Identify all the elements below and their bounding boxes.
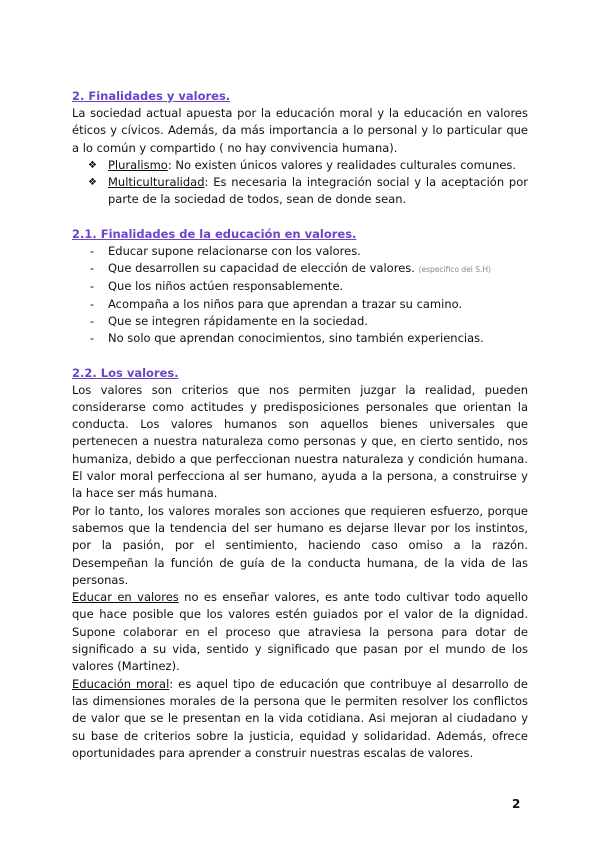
list-item: [88, 313, 528, 330]
list-item: [88, 243, 528, 260]
dash-marker: -: [90, 243, 95, 258]
list-item: [88, 296, 528, 313]
term-multiculturalidad: Multiculturalidad: [108, 175, 205, 190]
list-item-text: Acompaña a los niños para que aprendan a trazar su camino.: [108, 296, 463, 311]
document-page: [72, 88, 528, 762]
paragraph-educacion-moral: [72, 676, 528, 762]
diamond-bullet-icon: ❖: [88, 159, 97, 171]
term-pluralismo: Pluralismo: [108, 157, 168, 172]
list-item-text: Que se integren rápidamente en la sociedad.: [108, 313, 368, 328]
list-item: [88, 278, 528, 295]
list-item-note: (específico del S.H): [418, 265, 491, 275]
section-2-2-heading: 2.2. Los valores.: [72, 365, 179, 380]
dash-marker: -: [90, 279, 95, 294]
bullet-text: : No existen únicos valores y realidades culturales comunes.: [167, 157, 517, 172]
paragraph-text: : es aquel tipo de educación que contribuye al desarrollo de las dimensiones morales de la persona que le permiten resolver los conflictos de valor que se le presentan en la vida cotidiana. Asi mejoran al ciudadano y su base de criterios sobre la justicia, equidad y solidaridad. Además, ofrece oportunidades para aprender a construir nuestras escalas de valores.: [72, 676, 528, 760]
section-2-heading: 2. Finalidades y valores.: [72, 89, 231, 103]
dash-marker: -: [90, 296, 95, 311]
bullet-text: : Es necesaria la integración social y la aceptación por parte de la sociedad de todos, sean de donde sean.: [108, 175, 528, 207]
list-item-text: Que los niños actúen responsablemente.: [108, 279, 344, 294]
paragraph-text: no es enseñar valores, es ante todo cultivar todo aquello que hace posible que los valores estén guiados por el valor de la dignidad. Supone colaborar en el proceso que atraviesa la persona para dotar de significado a su vida, sentido y significado que pasan por el mundo de los valores (Martinez).: [72, 590, 528, 674]
page-number: 2: [512, 797, 521, 811]
list-item-text: Educar supone relacionarse con los valores.: [108, 243, 361, 258]
list-item: [88, 260, 528, 278]
section-2-1-heading: 2.1. Finalidades de la educación en valores.: [72, 226, 357, 241]
section-2-intro: La sociedad actual apuesta por la educación moral y la educación en valores éticos y cívicos. Además, da más importancia a lo personal y lo particular que a lo común y compartido ( no hay convivencia humana).: [72, 106, 528, 155]
dash-marker: -: [90, 261, 95, 276]
dash-marker: -: [90, 313, 95, 328]
term-educacion-moral: Educación moral: [72, 676, 170, 691]
dash-marker: -: [90, 331, 95, 346]
list-item: [88, 330, 528, 347]
list-item-text: Que desarrollen su capacidad de elección de valores.: [108, 261, 415, 276]
section-2-1-list: [72, 243, 528, 348]
term-educar-en-valores: Educar en valores: [72, 590, 179, 605]
list-item-text: No solo que aprendan conocimientos, sino también experiencias.: [108, 331, 484, 346]
section-2-bullets: [72, 157, 528, 209]
bullet-multiculturalidad: [88, 174, 528, 209]
spacer: [72, 348, 528, 365]
spacer: [72, 209, 528, 226]
paragraph-valores-definition: Los valores son criterios que nos permiten juzgar la realidad, pueden considerarse como actitudes y predisposiciones personales que orientan la conducta. Los valores humanos son aquellos bienes universales que pertenecen a nuestra naturaleza como personas y que, en cierto sentido, nos humaniza, debido a que perfeccionan nuestra naturaleza y condición humana. El valor moral perfecciona al ser humano, ayuda a la persona, a construirse y la hace ser más humana.: [72, 382, 528, 501]
paragraph-educar-en-valores: [72, 589, 528, 675]
diamond-bullet-icon: ❖: [88, 177, 97, 189]
bullet-pluralismo: [88, 157, 528, 174]
paragraph-valores-morales: Por lo tanto, los valores morales son acciones que requieren esfuerzo, porque sabemos que la tendencia del ser humano es dejarse llevar por los instintos, por la pasión, por el sentimiento, haciendo caso omiso a la razón. Desempeñan la función de guía de la conducta humana, de la vida de las personas.: [72, 503, 528, 587]
